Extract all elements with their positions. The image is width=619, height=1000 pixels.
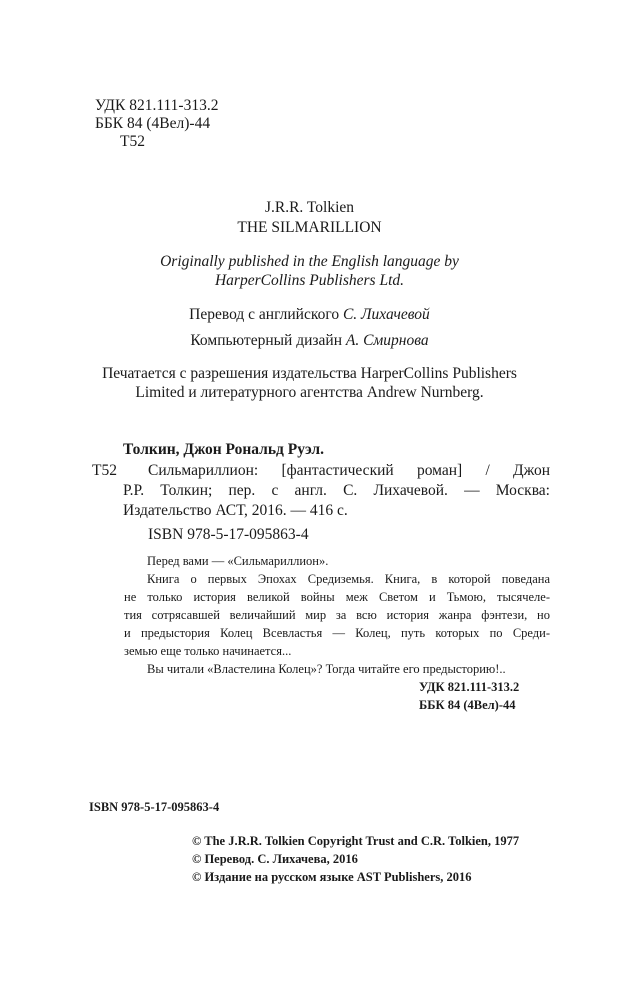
annotation-line-5: и предыстория Колец Всевластья — Колец, путь которых по Среди- <box>124 626 550 640</box>
bbk-code: ББК 84 (4Вел)-44 <box>95 115 211 132</box>
copyright-line-2: © Перевод. С. Лихачева, 2016 <box>192 852 358 866</box>
permission-line-1: Печатается с разрешения издательства HarperCollins Publishers <box>102 365 517 382</box>
catalog-line-2: Р.Р. Толкин; пер. с англ. С. Лихачевой. — Москва: <box>123 482 550 499</box>
copyright-line-3: © Издание на русском языке AST Publishers, 2016 <box>192 870 472 884</box>
annotation-line-3: не только история великой войны меж Светом и Тьмою, тысячеле- <box>124 590 550 604</box>
annotation-line-2: Книга о первых Эпохах Средиземья. Книга, в которой поведана <box>147 572 550 586</box>
annotation-line-1: Перед вами — «Сильмариллион». <box>147 554 329 568</box>
translation-label: Перевод с английского <box>189 306 340 323</box>
annotation-line-6: земью еще только начинается... <box>124 644 292 658</box>
udk-code: УДК 821.111-313.2 <box>95 97 219 114</box>
catalog-mark: Т52 <box>92 462 117 479</box>
catalog-heading: Толкин, Джон Рональд Руэл. <box>123 441 324 458</box>
designer-name: А. Смирнова <box>345 332 429 349</box>
footer-isbn: ISBN 978-5-17-095863-4 <box>89 800 220 814</box>
published-line-2: HarperCollins Publishers Ltd. <box>214 272 405 289</box>
translator-name: С. Лихачевой <box>342 306 430 323</box>
design-label: Компьютерный дизайн <box>190 332 342 349</box>
published-line-1: Originally published in the English language by <box>160 253 459 270</box>
catalog-isbn: ISBN 978-5-17-095863-4 <box>148 526 309 543</box>
original-author: J.R.R. Tolkien <box>264 199 355 216</box>
annotation-line-4: тия сотрясавшей величайший мир за всю история жанра фэнтези, но <box>124 608 550 622</box>
translation-credit <box>0 305 619 325</box>
annotation-bbk: ББК 84 (4Вел)-44 <box>419 698 516 712</box>
author-mark: Т52 <box>120 133 145 150</box>
catalog-line-1: Сильмариллион: [фантастический роман] / Джон <box>148 462 550 479</box>
permission-line-2: Limited и литературного агентства Andrew Nurnberg. <box>135 384 484 401</box>
design-credit <box>0 331 619 351</box>
copyright-line-1: © The J.R.R. Tolkien Copyright Trust and C.R. Tolkien, 1977 <box>192 834 520 848</box>
annotation-udk: УДК 821.111-313.2 <box>419 680 520 694</box>
annotation-line-7: Вы читали «Властелина Колец»? Тогда читайте его предысторию!.. <box>147 662 506 676</box>
original-title: THE SILMARILLION <box>237 219 382 236</box>
catalog-line-3: Издательство АСТ, 2016. — 416 с. <box>123 502 348 519</box>
